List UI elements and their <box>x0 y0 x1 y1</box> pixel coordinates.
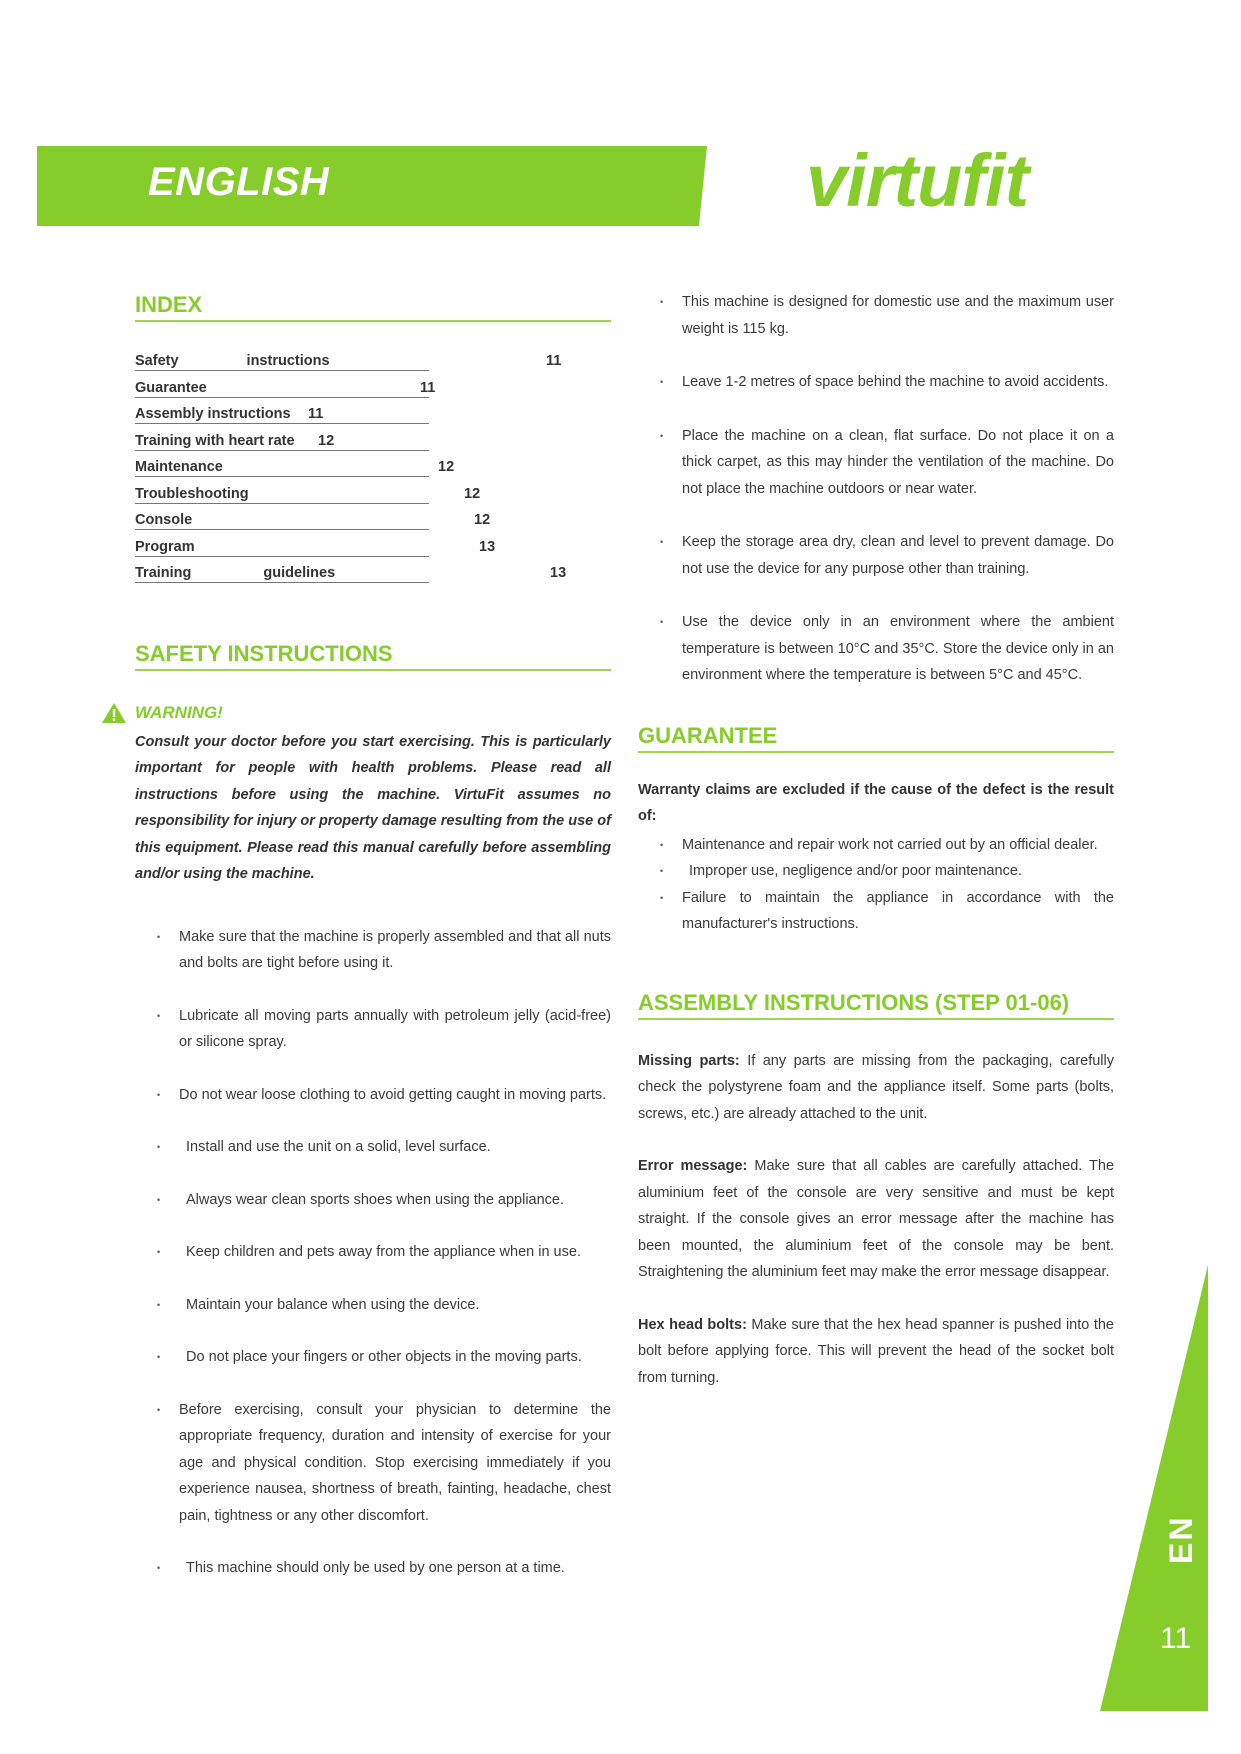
language-title: ENGLISH <box>148 160 330 204</box>
index-entry-page: 12 <box>438 459 455 475</box>
index-entry[interactable] <box>135 377 611 404</box>
assembly-paragraph <box>638 1153 1114 1286</box>
list-item: • Do not place your fingers or other objects in the moving parts. <box>179 1344 611 1371</box>
index-entry[interactable] <box>135 562 611 589</box>
index-entry-page: 11 <box>308 406 324 422</box>
index-title: INDEX <box>135 292 611 322</box>
paragraph-lead: Missing parts: <box>638 1052 740 1069</box>
index-entry-label: Training with heart rate <box>135 433 429 451</box>
assembly-paragraph <box>638 1312 1114 1392</box>
index-entry-label: Maintenance <box>135 459 429 477</box>
list-item: • Keep children and pets away from the appliance when in use. <box>179 1239 611 1266</box>
list-item: • Place the machine on a clean, flat surface. Do not place it on a thick carpet, as this may hinder the ventilation of the machine. Do not place the machine outdoors or near water. <box>682 423 1114 503</box>
assembly-title: ASSEMBLY INSTRUCTIONS (STEP 01-06) <box>638 990 1114 1020</box>
list-item: • Keep the storage area dry, clean and level to prevent damage. Do not use the device for any purpose other than training. <box>682 529 1114 582</box>
index-entry-label: Program <box>135 539 429 557</box>
index-entry-label: Training guidelines <box>135 565 429 583</box>
language-code: EN <box>1163 1515 1199 1564</box>
brand-logo: virtufit <box>806 139 1029 222</box>
safety-bullet-list-continued <box>638 289 1114 689</box>
assembly-paragraph <box>638 1048 1114 1128</box>
page-number: 11 <box>1160 1622 1192 1655</box>
index-entry-label: Assembly instructions <box>135 406 429 424</box>
index-entry-label: Guarantee <box>135 380 429 398</box>
index-list <box>135 350 611 589</box>
index-entry[interactable] <box>135 456 611 483</box>
safety-title: SAFETY INSTRUCTIONS <box>135 641 611 671</box>
warning-label: WARNING! <box>135 702 223 722</box>
warning-triangle-icon <box>101 702 127 724</box>
index-entry-page: 13 <box>479 538 496 555</box>
paragraph-text: Make sure that the hex head spanner is pushed into the bolt before applying force. This will prevent the head of the socket bolt from turning. <box>638 1316 1114 1386</box>
list-item: • Install and use the unit on a solid, level surface. <box>179 1134 611 1161</box>
guarantee-bullet-list <box>638 832 1114 938</box>
paragraph-lead: Error message: <box>638 1158 748 1174</box>
list-item: • Do not wear loose clothing to avoid getting caught in moving parts. <box>179 1082 611 1109</box>
right-column <box>638 292 1114 1417</box>
paragraph-text: If any parts are missing from the packaging, carefully check the polystyrene foam and the appliance itself. Some parts (bolts, screws, etc.) are already attached to the unit. <box>638 1052 1114 1122</box>
list-item: • Always wear clean sports shoes when using the appliance. <box>179 1187 611 1214</box>
index-entry[interactable] <box>135 509 611 536</box>
index-entry[interactable] <box>135 483 611 510</box>
list-item: • Make sure that the machine is properly assembled and that all nuts and bolts are tight before using it. <box>179 924 611 977</box>
list-item: • Improper use, negligence and/or poor maintenance. <box>682 858 1114 885</box>
index-entry-page: 11 <box>420 379 436 396</box>
list-item: • Use the device only in an environment where the ambient temperature is between 10°C and 35°C. Store the device only in an environment where the temperature is between 5°C and 45°C. <box>682 609 1114 689</box>
paragraph-lead: Hex head bolts: <box>638 1316 747 1333</box>
page-corner-tab <box>1100 1265 1208 1711</box>
index-entry[interactable] <box>135 430 611 457</box>
index-entry-label: Safety instructions <box>135 353 429 371</box>
warning-heading <box>135 703 611 723</box>
index-entry[interactable] <box>135 403 611 430</box>
index-entry-label: Console <box>135 512 429 530</box>
warning-text: Consult your doctor before you start exercising. This is particularly important for people with health problems. Please read all instructions before using the machine. VirtuFit assumes no responsibility for injury or property damage resulting from the use of this equipment. Please read this manual carefully before assembling and/or using the machine. <box>135 733 611 882</box>
list-item: • This machine should only be used by one person at a time. <box>179 1555 611 1582</box>
index-entry-page: 12 <box>464 485 481 502</box>
list-item: • Maintenance and repair work not carried out by an official dealer. <box>682 832 1114 859</box>
index-entry[interactable] <box>135 536 611 563</box>
safety-bullet-list <box>135 924 611 1582</box>
list-item: • Before exercising, consult your physician to determine the appropriate frequency, duration and intensity of exercise for your age and physical condition. Stop exercising immediately if you experience nausea, shortness of breath, fainting, headache, chest pain, tightness or any other discomfort. <box>179 1397 611 1530</box>
index-entry-page: 11 <box>546 353 562 369</box>
index-entry-page: 13 <box>550 565 567 581</box>
index-entry-label: Troubleshooting <box>135 486 429 504</box>
list-item: • Lubricate all moving parts annually with petroleum jelly (acid-free) or silicone spray. <box>179 1003 611 1056</box>
list-item: • Leave 1-2 metres of space behind the machine to avoid accidents. <box>682 369 1114 396</box>
list-item: • Maintain your balance when using the device. <box>179 1292 611 1319</box>
guarantee-title: GUARANTEE <box>638 723 1114 753</box>
list-item: • This machine is designed for domestic use and the maximum user weight is 115 kg. <box>682 289 1114 342</box>
paragraph-text: Make sure that all cables are carefully attached. The aluminium feet of the console are very sensitive and must be kept straight. If the console gives an error message after the machine has been mounted, the aluminium feet of the console may be bent. Straightening the aluminium feet may make the error message disappear. <box>638 1158 1115 1280</box>
assembly-body <box>638 1048 1114 1392</box>
index-entry[interactable] <box>135 350 611 377</box>
list-item: • Failure to maintain the appliance in accordance with the manufacturer's instructions. <box>682 885 1114 938</box>
index-entry-page: 12 <box>474 512 491 528</box>
left-column <box>135 292 611 1608</box>
guarantee-intro: Warranty claims are excluded if the cause of the defect is the result of: <box>638 781 1114 824</box>
header-banner <box>37 146 707 226</box>
index-entry-page: 12 <box>318 432 335 449</box>
